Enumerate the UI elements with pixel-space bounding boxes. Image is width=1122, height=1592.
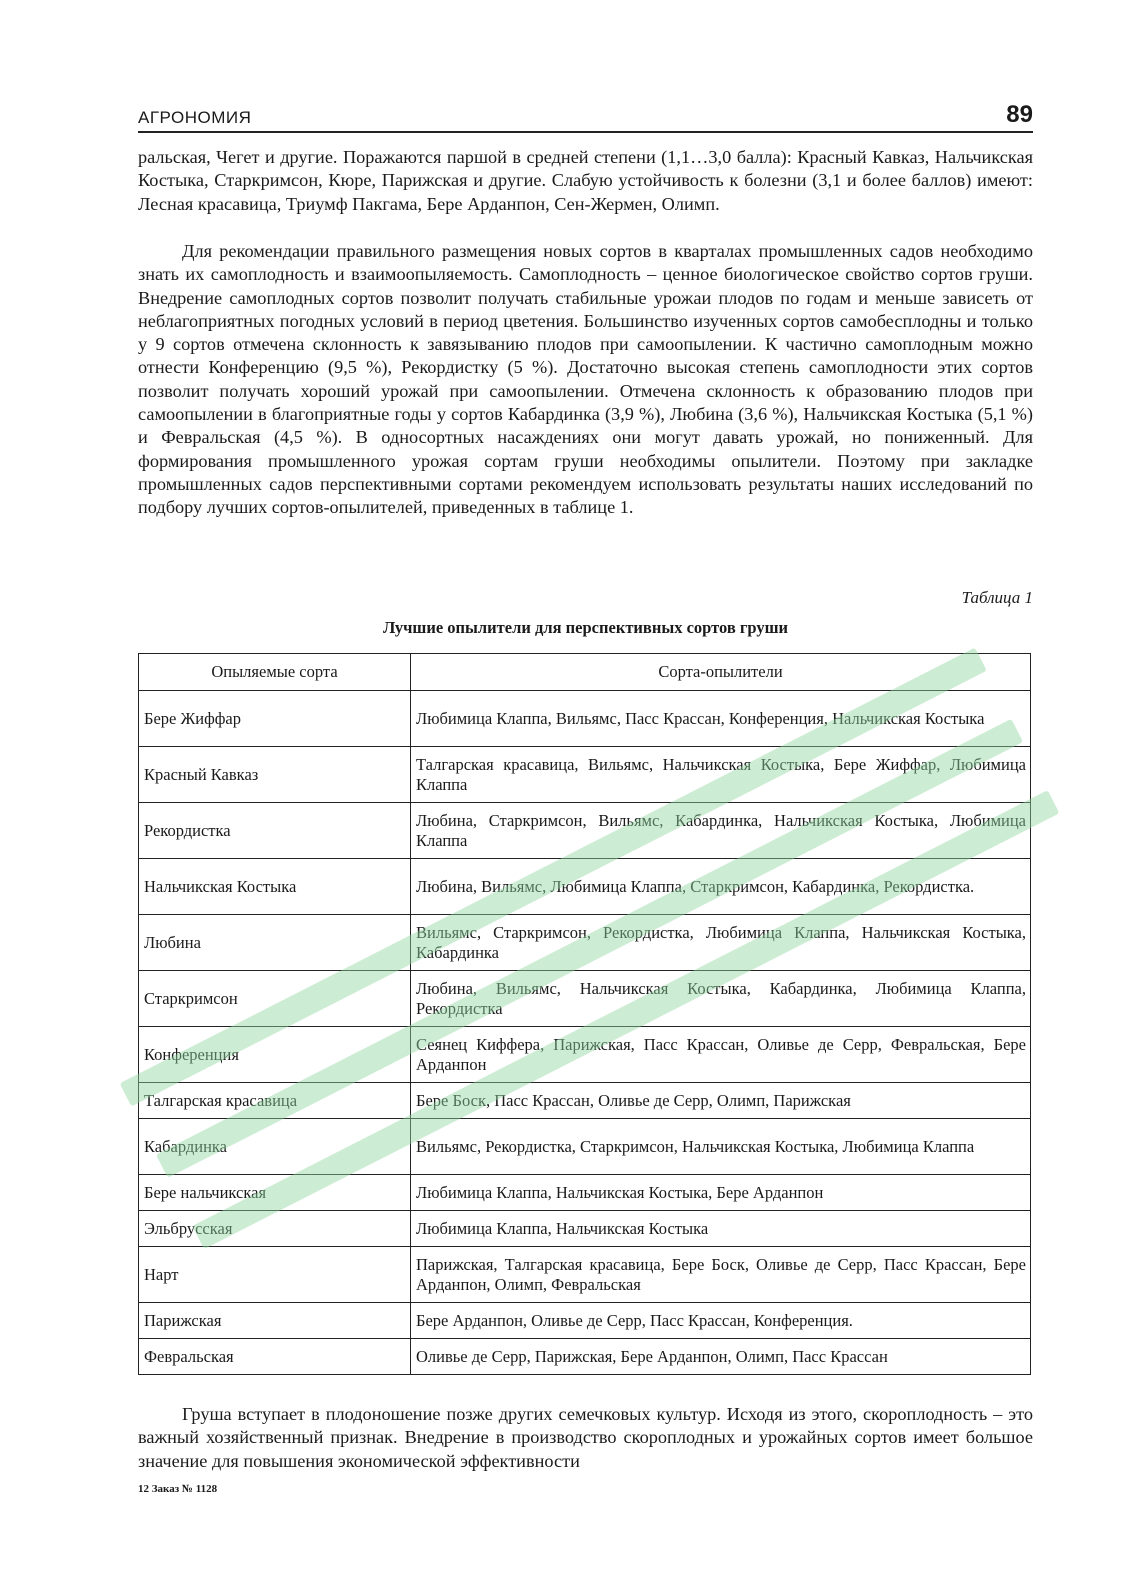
pollinators-cell: Талгарская красавица, Вильямс, Нальчикская Костыка, Бере Жиффар, Любимица Клаппа bbox=[411, 747, 1031, 803]
table-row bbox=[139, 803, 1031, 859]
pollinators-cell: Бере Арданпон, Оливье де Серр, Пасс Крассан, Конференция. bbox=[411, 1303, 1031, 1339]
page-number: 89 bbox=[1006, 101, 1033, 128]
variety-cell: Нарт bbox=[139, 1247, 411, 1303]
table-row bbox=[139, 859, 1031, 915]
variety-cell: Кабардинка bbox=[139, 1119, 411, 1175]
table-title: Лучшие опылители для перспективных сортов груши bbox=[382, 618, 789, 637]
table-row bbox=[139, 1211, 1031, 1247]
pollinators-cell: Бере Боск, Пасс Крассан, Оливье де Серр, Олимп, Парижская bbox=[411, 1083, 1031, 1119]
variety-cell: Талгарская красавица bbox=[139, 1083, 411, 1119]
paragraph-3: Груша вступает в плодоношение позже других семечковых культур. Исходя из этого, скороплодность – это важный хозяйственный признак. Внедрение в производство скороплодных и урожайных сортов имеет большое значение для повышения экономической эффективности bbox=[138, 1404, 1033, 1471]
table-body bbox=[139, 691, 1031, 1375]
variety-cell: Парижская bbox=[139, 1303, 411, 1339]
variety-cell: Февральская bbox=[139, 1339, 411, 1375]
variety-cell: Любина bbox=[139, 915, 411, 971]
running-title: АГРОНОМИЯ bbox=[138, 108, 252, 127]
page-header bbox=[138, 95, 1033, 133]
variety-cell: Конференция bbox=[139, 1027, 411, 1083]
variety-cell: Старкримсон bbox=[139, 971, 411, 1027]
table-row bbox=[139, 1027, 1031, 1083]
pollinators-cell: Оливье де Серр, Парижская, Бере Арданпон, Олимп, Пасс Крассан bbox=[411, 1339, 1031, 1375]
table-row bbox=[139, 1083, 1031, 1119]
pollinators-cell: Любина, Старкримсон, Вильямс, Кабардинка, Нальчикская Костыка, Любимица Клаппа bbox=[411, 803, 1031, 859]
pollinators-cell: Сеянец Киффера, Парижская, Пасс Крассан, Оливье де Серр, Февральская, Бере Арданпон bbox=[411, 1027, 1031, 1083]
pollinators-table bbox=[138, 653, 1031, 1375]
pollinators-cell: Парижская, Талгарская красавица, Бере Боск, Оливье де Серр, Пасс Крассан, Бере Арданпон, Олимп, Февральская bbox=[411, 1247, 1031, 1303]
pollinators-cell: Любина, Вильямс, Нальчикская Костыка, Кабардинка, Любимица Клаппа, Рекордистка bbox=[411, 971, 1031, 1027]
variety-cell: Бере нальчикская bbox=[139, 1175, 411, 1211]
variety-cell: Бере Жиффар bbox=[139, 691, 411, 747]
table-row bbox=[139, 1175, 1031, 1211]
paragraph-2: Для рекомендации правильного размещения новых сортов в кварталах промышленных садов необходимо знать их самоплодность и взаимоопыляемость. Самоплодность – ценное биологическое свойство сортов груши. Внедрение самоплодных сортов позволит получать стабильные урожаи плодов по годам и меньше зависеть от неблагоприятных погодных условий в период цветения. Большинство изученных сортов самобесплодны и только у 9 сортов отмечена склонность к завязыванию плодов при самоопылении. К частично самоплодным можно отнести Конференцию (9,5 %), Рекордистку (5 %). Достаточно высокая степень самоплодности этих сортов позволит получать хороший урожай при самоопылении. Отмечена склонность к образованию плодов при самоопылении в благоприятные годы у сортов Кабардинка (3,9 %), Любина (3,6 %), Нальчикская Костыка (5,1 %) и Февральская (4,5 %). В односортных насаждениях они могут давать урожай, но пониженный. Для формирования промышленного урожая сортам груши необходимы опылители. Поэтому при закладке промышленных садов перспективными сортами рекомендуем использовать результаты наших исследований по подбору лучших сортов-опылителей, приведенных в таблице 1. bbox=[138, 241, 1033, 518]
pollinators-cell: Вильямс, Старкримсон, Рекордистка, Любимица Клаппа, Нальчикская Костыка, Кабардинка bbox=[411, 915, 1031, 971]
table-header-row bbox=[139, 654, 1031, 691]
table-row bbox=[139, 1247, 1031, 1303]
pollinators-cell: Вильямс, Рекордистка, Старкримсон, Нальчикская Костыка, Любимица Клаппа bbox=[411, 1119, 1031, 1175]
paragraph-1: ральская, Чегет и другие. Поражаются паршой в средней степени (1,1…3,0 балла): Красный Кавказ, Нальчикская Костыка, Старкримсон, Кюре, Парижская и другие. Слабую устойчивость к болезни (3,1 и более баллов) имеют: Лесная красавица, Триумф Пакгама, Бере Арданпон, Сен-Жермен, Олимп. bbox=[138, 147, 1033, 214]
table-row bbox=[139, 1303, 1031, 1339]
table-row bbox=[139, 747, 1031, 803]
table-row bbox=[139, 1119, 1031, 1175]
table-row bbox=[139, 1339, 1031, 1375]
table-caption: Таблица 1 bbox=[961, 588, 1033, 607]
pollinators-cell: Любина, Вильямс, Любимица Клаппа, Старкримсон, Кабардинка, Рекордистка. bbox=[411, 859, 1031, 915]
variety-cell: Рекордистка bbox=[139, 803, 411, 859]
column-header-pollinators: Сорта-опылители bbox=[411, 654, 1031, 691]
table-row bbox=[139, 971, 1031, 1027]
column-header-variety: Опыляемые сорта bbox=[139, 654, 411, 691]
table-row bbox=[139, 691, 1031, 747]
pollinators-cell: Любимица Клаппа, Вильямс, Пасс Крассан, Конференция, Нальчикская Костыка bbox=[411, 691, 1031, 747]
variety-cell: Эльбрусская bbox=[139, 1211, 411, 1247]
variety-cell: Красный Кавказ bbox=[139, 747, 411, 803]
printer-signature: 12 Заказ № 1128 bbox=[138, 1483, 218, 1495]
table-row bbox=[139, 915, 1031, 971]
variety-cell: Нальчикская Костыка bbox=[139, 859, 411, 915]
pollinators-cell: Любимица Клаппа, Нальчикская Костыка, Бере Арданпон bbox=[411, 1175, 1031, 1211]
pollinators-cell: Любимица Клаппа, Нальчикская Костыка bbox=[411, 1211, 1031, 1247]
